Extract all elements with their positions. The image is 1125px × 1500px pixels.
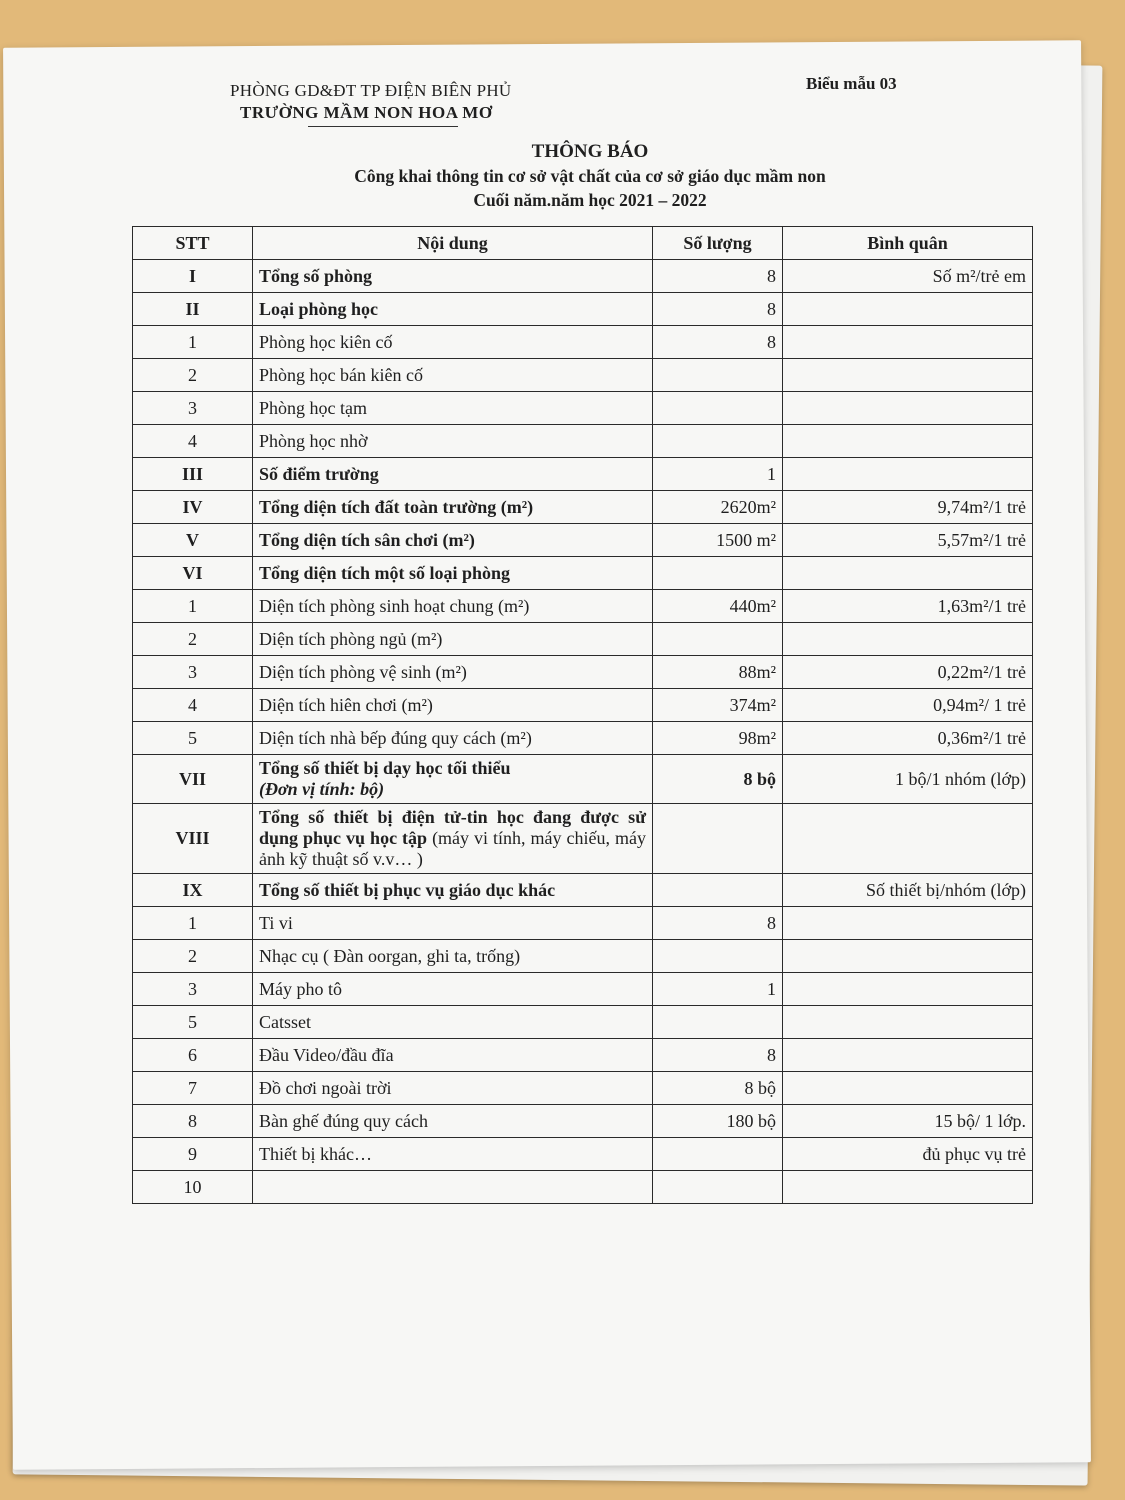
content-text: Số điểm trường xyxy=(259,463,379,484)
cell-quantity xyxy=(653,623,783,656)
cell-content xyxy=(253,458,653,491)
content-text: Catsset xyxy=(259,1011,311,1032)
cell-average xyxy=(783,1006,1033,1039)
header-underline xyxy=(308,126,458,127)
document-subtitle: Công khai thông tin cơ sở vật chất của cơ sở giáo dục mầm non xyxy=(354,166,826,186)
cell-stt: V xyxy=(133,524,253,557)
cell-stt: 1 xyxy=(133,326,253,359)
cell-content xyxy=(253,260,653,293)
cell-quantity: 8 bộ xyxy=(653,755,783,804)
col-header-content: Nội dung xyxy=(253,227,653,260)
cell-content xyxy=(253,557,653,590)
cell-average xyxy=(783,326,1033,359)
content-text: Tổng số thiết bị dạy học tối thiểu xyxy=(259,758,511,778)
cell-content xyxy=(253,973,653,1006)
cell-quantity: 1 xyxy=(653,458,783,491)
cell-average: 0,36m²/1 trẻ xyxy=(783,722,1033,755)
cell-content xyxy=(253,940,653,973)
cell-average: 9,74m²/1 trẻ xyxy=(783,491,1033,524)
table-row xyxy=(133,359,1033,392)
cell-stt: IX xyxy=(133,874,253,907)
cell-content xyxy=(253,1072,653,1105)
content-text: Phòng học bán kiên cố xyxy=(259,364,423,385)
cell-quantity xyxy=(653,392,783,425)
table-row xyxy=(133,557,1033,590)
document-title: THÔNG BÁO xyxy=(531,141,649,162)
cell-stt: VI xyxy=(133,557,253,590)
cell-quantity: 8 xyxy=(653,1039,783,1072)
table-row xyxy=(133,1039,1033,1072)
content-text: Thiết bị khác… xyxy=(259,1143,372,1164)
cell-average xyxy=(783,940,1033,973)
issuer-block xyxy=(230,80,512,124)
cell-content xyxy=(253,1105,653,1138)
cell-quantity: 2620m² xyxy=(653,491,783,524)
cell-stt: 4 xyxy=(133,425,253,458)
table-row xyxy=(133,293,1033,326)
cell-stt: 1 xyxy=(133,590,253,623)
cell-content xyxy=(253,392,653,425)
cell-quantity xyxy=(653,804,783,874)
table-row xyxy=(133,458,1033,491)
content-text: Phòng học nhờ xyxy=(259,430,368,451)
school-year: Cuối năm.năm học 2021 – 2022 xyxy=(473,190,707,210)
cell-average: Số m²/trẻ em xyxy=(783,260,1033,293)
cell-average xyxy=(783,557,1033,590)
table-row xyxy=(133,1105,1033,1138)
content-text: Nhạc cụ ( Đàn oorgan, ghi ta, trống) xyxy=(259,945,521,966)
cell-quantity: 8 xyxy=(653,907,783,940)
table-row xyxy=(133,326,1033,359)
cell-content xyxy=(253,804,653,874)
cell-content xyxy=(253,1138,653,1171)
cell-content xyxy=(253,907,653,940)
cell-content xyxy=(253,491,653,524)
cell-stt: 2 xyxy=(133,940,253,973)
table-row xyxy=(133,1006,1033,1039)
cell-average xyxy=(783,907,1033,940)
cell-average xyxy=(783,623,1033,656)
cell-stt: 3 xyxy=(133,973,253,1006)
cell-quantity: 374m² xyxy=(653,689,783,722)
cell-quantity xyxy=(653,1138,783,1171)
cell-average xyxy=(783,359,1033,392)
table-row xyxy=(133,804,1033,874)
cell-quantity xyxy=(653,874,783,907)
cell-average: 0,22m²/1 trẻ xyxy=(783,656,1033,689)
cell-average xyxy=(783,293,1033,326)
cell-content xyxy=(253,722,653,755)
cell-content xyxy=(253,755,653,804)
cell-quantity: 8 xyxy=(653,326,783,359)
table-row xyxy=(133,1072,1033,1105)
cell-stt: 6 xyxy=(133,1039,253,1072)
cell-stt: II xyxy=(133,293,253,326)
department-name: PHÒNG GD&ĐT TP ĐIỆN BIÊN PHỦ xyxy=(230,81,512,100)
cell-stt: VIII xyxy=(133,804,253,874)
school-name: TRƯỜNG MẦM NON HOA MƠ xyxy=(240,103,493,122)
content-text: Tổng diện tích một số loại phòng xyxy=(259,562,511,583)
content-text: Loại phòng học xyxy=(259,298,379,319)
cell-quantity xyxy=(653,1171,783,1204)
cell-stt: 3 xyxy=(133,656,253,689)
cell-average xyxy=(783,973,1033,1006)
cell-average: Số thiết bị/nhóm (lớp) xyxy=(783,874,1033,907)
cell-quantity: 88m² xyxy=(653,656,783,689)
table-row xyxy=(133,907,1033,940)
cell-stt: 5 xyxy=(133,722,253,755)
table-row xyxy=(133,973,1033,1006)
cell-average xyxy=(783,1171,1033,1204)
content-text: Phòng học kiên cố xyxy=(259,331,393,352)
cell-quantity: 180 bộ xyxy=(653,1105,783,1138)
content-text: Diện tích phòng sinh hoạt chung (m²) xyxy=(259,595,530,616)
cell-content xyxy=(253,689,653,722)
content-note: (Đơn vị tính: bộ) xyxy=(259,779,385,799)
col-header-qty: Số lượng xyxy=(653,227,783,260)
cell-content xyxy=(253,524,653,557)
cell-quantity: 8 bộ xyxy=(653,1072,783,1105)
content-text: Đầu Video/đầu đĩa xyxy=(259,1044,394,1065)
col-header-avg: Bình quân xyxy=(783,227,1033,260)
cell-stt: III xyxy=(133,458,253,491)
table-row xyxy=(133,392,1033,425)
cell-stt: I xyxy=(133,260,253,293)
cell-content xyxy=(253,1039,653,1072)
content-text: Ti vi xyxy=(259,912,293,933)
table-row xyxy=(133,1138,1033,1171)
cell-average: 1,63m²/1 trẻ xyxy=(783,590,1033,623)
cell-quantity: 8 xyxy=(653,293,783,326)
cell-stt: 2 xyxy=(133,359,253,392)
cell-average xyxy=(783,1039,1033,1072)
cell-stt: 10 xyxy=(133,1171,253,1204)
content-text: Tổng diện tích đất toàn trường (m²) xyxy=(259,496,534,517)
table-row xyxy=(133,755,1033,804)
table-row xyxy=(133,1171,1033,1204)
cell-stt: 7 xyxy=(133,1072,253,1105)
cell-stt: IV xyxy=(133,491,253,524)
cell-content xyxy=(253,590,653,623)
cell-stt: 5 xyxy=(133,1006,253,1039)
cell-average: 0,94m²/ 1 trẻ xyxy=(783,689,1033,722)
cell-quantity: 440m² xyxy=(653,590,783,623)
cell-quantity xyxy=(653,359,783,392)
cell-average xyxy=(783,425,1033,458)
cell-content xyxy=(253,874,653,907)
cell-quantity: 1 xyxy=(653,973,783,1006)
cell-quantity xyxy=(653,557,783,590)
cell-quantity xyxy=(653,1006,783,1039)
cell-stt: VII xyxy=(133,755,253,804)
content-text: Diện tích hiên chơi (m²) xyxy=(259,694,433,715)
cell-quantity xyxy=(653,940,783,973)
cell-stt: 1 xyxy=(133,907,253,940)
content-text: Tổng số thiết bị phục vụ giáo dục khác xyxy=(259,879,556,900)
table-body xyxy=(133,260,1033,1204)
content-text: Diện tích phòng ngủ (m²) xyxy=(259,628,443,649)
table-row xyxy=(133,940,1033,973)
cell-content xyxy=(253,293,653,326)
cell-content xyxy=(253,1171,653,1204)
cell-content xyxy=(253,1006,653,1039)
content-text: Bàn ghế đúng quy cách xyxy=(259,1110,428,1131)
cell-average: 5,57m²/1 trẻ xyxy=(783,524,1033,557)
table-row xyxy=(133,491,1033,524)
cell-stt: 2 xyxy=(133,623,253,656)
content-text: Tổng số thiết bị điện tử-tin học đang được sử dụng phục vụ học tập xyxy=(259,807,646,848)
content-text: Diện tích phòng vệ sinh (m²) xyxy=(259,661,467,682)
title-block xyxy=(280,140,900,212)
content-text: Máy pho tô xyxy=(259,978,342,999)
table-row xyxy=(133,623,1033,656)
table-row xyxy=(133,260,1033,293)
table-row xyxy=(133,656,1033,689)
cell-content xyxy=(253,656,653,689)
cell-quantity: 8 xyxy=(653,260,783,293)
cell-stt: 4 xyxy=(133,689,253,722)
facilities-table xyxy=(132,226,1032,1204)
content-note: (máy vi tính, máy chiếu, máy ảnh kỹ thuật số v.v… ) xyxy=(259,828,646,869)
table-row xyxy=(133,722,1033,755)
cell-quantity xyxy=(653,425,783,458)
cell-average: đủ phục vụ trẻ xyxy=(783,1138,1033,1171)
table-row xyxy=(133,590,1033,623)
cell-content xyxy=(253,326,653,359)
cell-average: 15 bộ/ 1 lớp. xyxy=(783,1105,1033,1138)
cell-content xyxy=(253,623,653,656)
cell-stt: 9 xyxy=(133,1138,253,1171)
content-text: Tổng số phòng xyxy=(259,265,373,286)
cell-content xyxy=(253,425,653,458)
cell-average xyxy=(783,458,1033,491)
content-text: Phòng học tạm xyxy=(259,397,367,418)
form-number: Biểu mẫu 03 xyxy=(806,74,897,93)
cell-stt: 8 xyxy=(133,1105,253,1138)
col-header-stt: STT xyxy=(133,227,253,260)
cell-average xyxy=(783,392,1033,425)
content-text: Diện tích nhà bếp đúng quy cách (m²) xyxy=(259,727,532,748)
cell-quantity: 98m² xyxy=(653,722,783,755)
cell-quantity: 1500 m² xyxy=(653,524,783,557)
cell-stt: 3 xyxy=(133,392,253,425)
cell-average xyxy=(783,1072,1033,1105)
content-text: Tổng diện tích sân chơi (m²) xyxy=(259,529,475,550)
table-row xyxy=(133,874,1033,907)
cell-content xyxy=(253,359,653,392)
cell-average: 1 bộ/1 nhóm (lớp) xyxy=(783,755,1033,804)
table-row xyxy=(133,689,1033,722)
table-row xyxy=(133,425,1033,458)
table-row xyxy=(133,524,1033,557)
content-text: Đồ chơi ngoài trời xyxy=(259,1077,392,1098)
cell-average xyxy=(783,804,1033,874)
table-header-row xyxy=(133,227,1033,260)
